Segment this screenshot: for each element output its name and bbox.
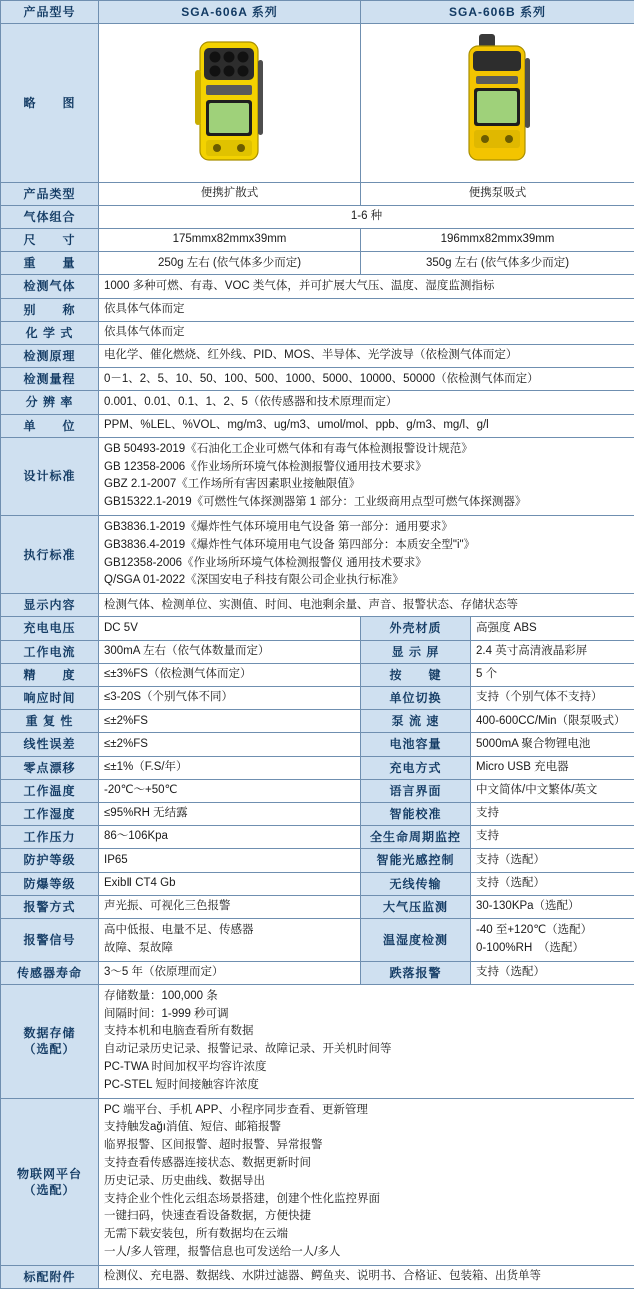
row-label-left: 工作湿度 bbox=[1, 802, 99, 825]
storage-line: 自动记录历史记录、报警记录、故障记录、开关机时间等 bbox=[104, 1041, 629, 1059]
weight-a: 250g 左右 (依气体多少而定) bbox=[99, 252, 361, 275]
row-label-design-std: 设计标准 bbox=[1, 437, 99, 515]
row-label-right: 大气压监测 bbox=[361, 895, 471, 918]
storage-line: 间隔时间：1-999 秒可调 bbox=[104, 1006, 629, 1024]
row-label-left: 报警方式 bbox=[1, 895, 99, 918]
row-label-left: 重 复 性 bbox=[1, 710, 99, 733]
table-row-sketch bbox=[1, 24, 634, 183]
table-row-product-type bbox=[1, 182, 634, 205]
row-label-product-type: 产品类型 bbox=[1, 182, 99, 205]
size-b: 196mmx82mmx39mm bbox=[361, 229, 634, 252]
gas-detector-a-icon bbox=[170, 30, 290, 170]
row-label-resolution: 分 辨 率 bbox=[1, 391, 99, 414]
table-row-pair bbox=[1, 710, 634, 733]
range-value: 0－1、2、5、10、50、100、500、1000、5000、10000、50000（依检测气体而定） bbox=[99, 368, 634, 391]
exec-std-line: GB3836.1-2019《爆炸性气体环境用电气设备 第一部分：通用要求》 bbox=[104, 519, 629, 537]
table-row-alias bbox=[1, 298, 634, 321]
table-row-pair bbox=[1, 640, 634, 663]
alarm-signal-line: 故障、泵故障 bbox=[104, 940, 355, 958]
iot-line: PC 端平台、手机 APP、小程序同步查看、更新管理 bbox=[104, 1102, 629, 1120]
row-value-left: IP65 bbox=[99, 849, 361, 872]
row-label-left: 防护等级 bbox=[1, 849, 99, 872]
row-label-right: 电池容量 bbox=[361, 733, 471, 756]
temp-humidity-value bbox=[471, 918, 634, 961]
iot-line: 支持查看传感器连接状态、数据更新时间 bbox=[104, 1155, 629, 1173]
table-row-detect-gas bbox=[1, 275, 634, 298]
row-label-display-content: 显示内容 bbox=[1, 594, 99, 617]
row-value-left: 86～106Kpa bbox=[99, 826, 361, 849]
table-row-unit bbox=[1, 414, 634, 437]
row-label-right: 显 示 屏 bbox=[361, 640, 471, 663]
exec-std-line: GB12358-2006《作业场所环境气体检测报警仪 通用技术要求》 bbox=[104, 555, 629, 573]
row-value-left: ≤±2%FS bbox=[99, 733, 361, 756]
row-label-storage-line2: （选配） bbox=[6, 1041, 93, 1057]
size-a: 175mmx82mmx39mm bbox=[99, 229, 361, 252]
row-label-right: 外壳材质 bbox=[361, 617, 471, 640]
table-row-accessories bbox=[1, 1265, 634, 1288]
alarm-signal-value bbox=[99, 918, 361, 961]
row-label-left: 零点漂移 bbox=[1, 756, 99, 779]
product-type-b: 便携泵吸式 bbox=[361, 182, 634, 205]
temp-humidity-line: -40 至+120℃（选配） bbox=[476, 922, 629, 940]
table-row-resolution bbox=[1, 391, 634, 414]
storage-value bbox=[99, 984, 634, 1098]
principle-value: 电化学、催化燃烧、红外线、PID、MOS、半导体、光学波导（依检测气体而定） bbox=[99, 345, 634, 368]
table-row-pair bbox=[1, 779, 634, 802]
storage-line: PC-TWA 时间加权平均容许浓度 bbox=[104, 1059, 629, 1077]
table-row-sensor-life bbox=[1, 961, 634, 984]
formula-value: 依具体气体而定 bbox=[99, 321, 634, 344]
display-content-value: 检测气体、检测单位、实测值、时间、电池剩余量、声音、报警状态、存储状态等 bbox=[99, 594, 634, 617]
device-image-a bbox=[99, 24, 361, 183]
table-row-header bbox=[1, 1, 634, 24]
table-row-pair bbox=[1, 802, 634, 825]
table-row-pair bbox=[1, 826, 634, 849]
table-row-pair bbox=[1, 756, 634, 779]
row-label-left: 精 度 bbox=[1, 663, 99, 686]
row-label-right: 单位切换 bbox=[361, 687, 471, 710]
gas-detector-b-icon bbox=[443, 30, 553, 170]
table-row-weight bbox=[1, 252, 634, 275]
row-value-left: ≤±1%（F.S/年） bbox=[99, 756, 361, 779]
iot-line: 支持企业个性化云组态场景搭建，创建个性化监控界面 bbox=[104, 1191, 629, 1209]
row-label-storage bbox=[1, 984, 99, 1098]
row-label-weight: 重 量 bbox=[1, 252, 99, 275]
row-value-right: 30-130KPa（选配） bbox=[471, 895, 634, 918]
table-row-range bbox=[1, 368, 634, 391]
row-label-left: 充电电压 bbox=[1, 617, 99, 640]
sensor-life-value: 3～5 年（依原理而定） bbox=[99, 961, 361, 984]
detect-gas-value: 1000 多种可燃、有毒、VOC 类气体，并可扩展大气压、温度、湿度监测指标 bbox=[99, 275, 634, 298]
table-row-design-std bbox=[1, 437, 634, 515]
exec-std-line: GB3836.4-2019《爆炸性气体环境用电气设备 第四部分：本质安全型"i"》 bbox=[104, 537, 629, 555]
storage-line: PC-STEL 短时间接触容许浓度 bbox=[104, 1077, 629, 1095]
row-value-left: 声光振、可视化三色报警 bbox=[99, 895, 361, 918]
table-row-display-content bbox=[1, 594, 634, 617]
table-row-formula bbox=[1, 321, 634, 344]
row-label-alias: 别 称 bbox=[1, 298, 99, 321]
row-label-temp-humidity: 温湿度检测 bbox=[361, 918, 471, 961]
table-row-iot bbox=[1, 1098, 634, 1265]
storage-line: 存储数量：100,000 条 bbox=[104, 988, 629, 1006]
row-label-iot-line2: （选配） bbox=[6, 1182, 93, 1198]
iot-line: 临界报警、区间报警、超时报警、异常报警 bbox=[104, 1137, 629, 1155]
table-row-size bbox=[1, 229, 634, 252]
row-label-right: 按 键 bbox=[361, 663, 471, 686]
row-label-sensor-life: 传感器寿命 bbox=[1, 961, 99, 984]
row-label-right: 全生命周期监控 bbox=[361, 826, 471, 849]
row-label-left: 工作电流 bbox=[1, 640, 99, 663]
design-std-line: GB15322.1-2019《可燃性气体探测器第 1 部分：工业级商用点型可燃气体探测器》 bbox=[104, 494, 629, 512]
product-type-a: 便携扩散式 bbox=[99, 182, 361, 205]
iot-value bbox=[99, 1098, 634, 1265]
row-label-unit: 单 位 bbox=[1, 414, 99, 437]
row-label-left: 响应时间 bbox=[1, 687, 99, 710]
row-value-right: 5 个 bbox=[471, 663, 634, 686]
row-label-alarm-signal: 报警信号 bbox=[1, 918, 99, 961]
row-label-detect-gas: 检测气体 bbox=[1, 275, 99, 298]
row-value-right: 支持 bbox=[471, 826, 634, 849]
row-value-left: ≤±3%FS（依检测气体而定） bbox=[99, 663, 361, 686]
alarm-signal-line: 高中低报、电量不足、传感器 bbox=[104, 922, 355, 940]
table-row-alarm-signal bbox=[1, 918, 634, 961]
design-std-line: GB 50493-2019《石油化工企业可燃气体和有毒气体检测报警设计规范》 bbox=[104, 441, 629, 459]
design-std-value bbox=[99, 437, 634, 515]
row-label-right: 泵 流 速 bbox=[361, 710, 471, 733]
row-value-right: 中文简体/中文繁体/英文 bbox=[471, 779, 634, 802]
table-row-pair bbox=[1, 663, 634, 686]
iot-line: 无需下载安装包，所有数据均在云端 bbox=[104, 1226, 629, 1244]
iot-line: 支持触发ağı消值、短信、邮箱报警 bbox=[104, 1119, 629, 1137]
table-row-pair bbox=[1, 849, 634, 872]
table-row-pair bbox=[1, 687, 634, 710]
row-value-left: 300mA 左右（依气体数量而定） bbox=[99, 640, 361, 663]
row-label-left: 工作压力 bbox=[1, 826, 99, 849]
row-value-left: ≤±2%FS bbox=[99, 710, 361, 733]
header-model-a: SGA-606A 系列 bbox=[99, 1, 361, 24]
iot-line: 一人/多人管理，报警信息也可发送给一人/多人 bbox=[104, 1244, 629, 1262]
row-label-range: 检测量程 bbox=[1, 368, 99, 391]
table-row-pair bbox=[1, 895, 634, 918]
temp-humidity-line: 0-100%RH （选配） bbox=[476, 940, 629, 958]
row-value-left: ExibⅡ CT4 Gb bbox=[99, 872, 361, 895]
row-value-right: Micro USB 充电器 bbox=[471, 756, 634, 779]
row-label-exec-std: 执行标准 bbox=[1, 516, 99, 594]
device-image-b bbox=[361, 24, 634, 183]
storage-line: 支持本机和电脑查看所有数据 bbox=[104, 1023, 629, 1041]
alias-value: 依具体气体而定 bbox=[99, 298, 634, 321]
exec-std-line: Q/SGA 01-2022《深国安电子科技有限公司企业执行标准》 bbox=[104, 572, 629, 590]
table-row-exec-std bbox=[1, 516, 634, 594]
table-row-pair bbox=[1, 617, 634, 640]
row-label-principle: 检测原理 bbox=[1, 345, 99, 368]
table-row-storage bbox=[1, 984, 634, 1098]
weight-b: 350g 左右 (依气体多少而定) bbox=[361, 252, 634, 275]
row-label-iot bbox=[1, 1098, 99, 1265]
row-label-accessories: 标配附件 bbox=[1, 1265, 99, 1288]
table-row-principle bbox=[1, 345, 634, 368]
row-value-right: 支持 bbox=[471, 802, 634, 825]
row-value-right: 支持（选配） bbox=[471, 872, 634, 895]
iot-line: 历史记录、历史曲线、数据导出 bbox=[104, 1173, 629, 1191]
row-label-gas-combo: 气体组合 bbox=[1, 205, 99, 228]
row-label-model: 产品型号 bbox=[1, 1, 99, 24]
drop-alarm-value: 支持（选配） bbox=[471, 961, 634, 984]
row-value-left: ≤3-20S（个别气体不同） bbox=[99, 687, 361, 710]
accessories-value: 检测仪、充电器、数据线、水阱过滤器、鳄鱼夹、说明书、合格证、包装箱、出货单等 bbox=[99, 1265, 634, 1288]
design-std-line: GBZ 2.1-2007《工作场所有害因素职业接触限值》 bbox=[104, 476, 629, 494]
table-row-pair bbox=[1, 872, 634, 895]
row-value-left: DC 5V bbox=[99, 617, 361, 640]
row-label-right: 语言界面 bbox=[361, 779, 471, 802]
row-value-left: ≤95%RH 无结露 bbox=[99, 802, 361, 825]
row-label-drop-alarm: 跌落报警 bbox=[361, 961, 471, 984]
exec-std-value bbox=[99, 516, 634, 594]
row-value-right: 2.4 英寸高清液晶彩屏 bbox=[471, 640, 634, 663]
row-value-right: 5000mA 聚合物锂电池 bbox=[471, 733, 634, 756]
row-label-right: 无线传输 bbox=[361, 872, 471, 895]
row-label-left: 线性误差 bbox=[1, 733, 99, 756]
row-value-right: 高强度 ABS bbox=[471, 617, 634, 640]
row-label-iot-line1: 物联网平台 bbox=[6, 1166, 93, 1182]
row-label-left: 工作温度 bbox=[1, 779, 99, 802]
table-row-gas-combo bbox=[1, 205, 634, 228]
row-label-formula: 化 学 式 bbox=[1, 321, 99, 344]
row-value-right: 支持（选配） bbox=[471, 849, 634, 872]
gas-combo-value: 1-6 种 bbox=[99, 205, 634, 228]
row-label-storage-line1: 数据存储 bbox=[6, 1025, 93, 1041]
row-label-right: 充电方式 bbox=[361, 756, 471, 779]
iot-line: 一键扫码，快速查看设备数据，方便快捷 bbox=[104, 1208, 629, 1226]
row-label-left: 防爆等级 bbox=[1, 872, 99, 895]
unit-value: PPM、%LEL、%VOL、mg/m3、ug/m3、umol/mol、ppb、g/m3、mg/l、g/l bbox=[99, 414, 634, 437]
row-label-right: 智能校准 bbox=[361, 802, 471, 825]
row-label-right: 智能光感控制 bbox=[361, 849, 471, 872]
row-value-left: -20℃～+50℃ bbox=[99, 779, 361, 802]
row-label-sketch: 略 图 bbox=[1, 24, 99, 183]
table-row-pair bbox=[1, 733, 634, 756]
design-std-line: GB 12358-2006《作业场所环境气体检测报警仪通用技术要求》 bbox=[104, 459, 629, 477]
row-label-size: 尺 寸 bbox=[1, 229, 99, 252]
row-value-right: 支持（个别气体不支持） bbox=[471, 687, 634, 710]
row-value-right: 400-600CC/Min（限泵吸式） bbox=[471, 710, 634, 733]
header-model-b: SGA-606B 系列 bbox=[361, 1, 634, 24]
resolution-value: 0.001、0.01、0.1、1、2、5（依传感器和技术原理而定） bbox=[99, 391, 634, 414]
